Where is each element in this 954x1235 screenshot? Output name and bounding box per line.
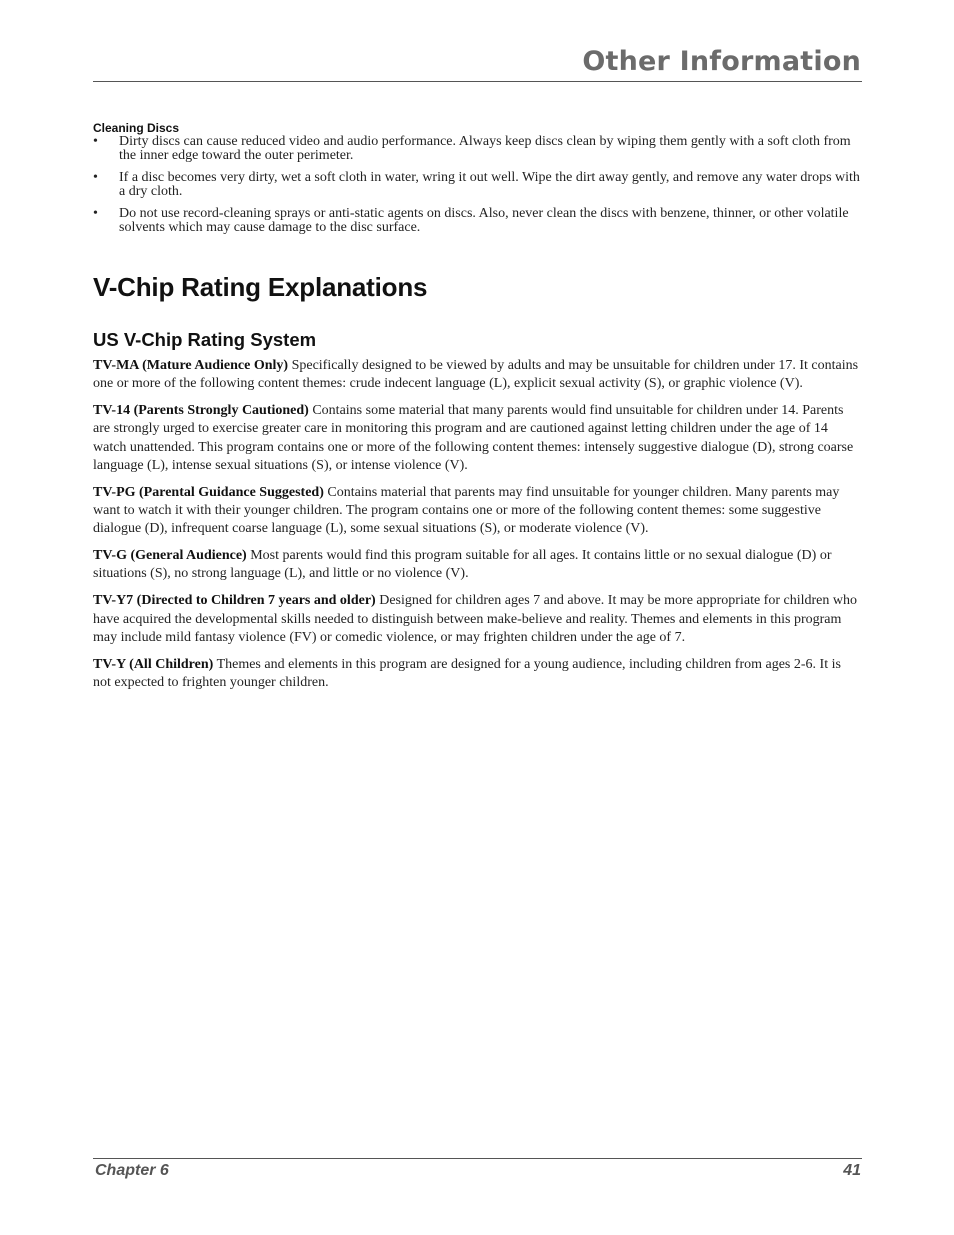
- page-content: [93, 121, 862, 701]
- cleaning-discs-heading: Cleaning Discs: [93, 121, 180, 135]
- rating-description: Contains some material that many parents would find unsuitable for children under 14. Parents are strongly urged to exercise greater care in monitoring this program and are cautioned against letting children under the age of 14 watch unattended. This program contains one or more of the following content themes: intensely suggestive dialogue (D), strong coarse language (L), intense sexual situations (S), or intense violence (V).: [93, 403, 854, 473]
- vchip-section-title: V-Chip Rating Explanations: [93, 272, 428, 302]
- rating-description: Themes and elements in this program are designed for a young audience, including children from ages 2-6. It is not expected to frighten younger children.: [93, 656, 841, 690]
- rating-term: TV-14 (Parents Strongly Cautioned): [93, 403, 309, 419]
- rating-tv-g: [93, 547, 862, 584]
- footer-chapter-label: Chapter 6: [95, 1162, 169, 1179]
- rating-term: TV-Y (All Children): [93, 656, 214, 672]
- rating-description: Specifically designed to be viewed by adults and may be unsuitable for children under 17. It contains one or more of the following content themes: crude indecent language (L), explicit sexual activity (S), or graphic violence (V).: [93, 358, 859, 392]
- rating-term: TV-Y7 (Directed to Children 7 years and older): [93, 593, 376, 609]
- bullet-glyph: •: [93, 134, 98, 149]
- rating-tv-14: [93, 402, 862, 475]
- list-item-text: Do not use record-cleaning sprays or anti-static agents on discs. Also, never clean the discs with benzene, thinner, or other volatile solvents which may cause damage to the disc surface.: [119, 206, 849, 235]
- rating-tv-ma: [93, 357, 862, 394]
- list-item: [93, 171, 862, 198]
- header-rule: [93, 81, 862, 82]
- rating-description: Designed for children ages 7 and above. It may be more appropriate for children who have acquired the developmental skills needed to distinguish between make-believe and reality. Themes and elements in this program may include mild fantasy violence (FV) or comedic violence, or may frighten children under the age of 7.: [93, 593, 857, 645]
- cleaning-bullet-list: [93, 135, 862, 234]
- list-item-text: Dirty discs can cause reduced video and audio performance. Always keep discs clean by wiping them gently with a soft cloth from the inner edge toward the outer perimeter.: [119, 134, 851, 163]
- us-vchip-subtitle: US V-Chip Rating System: [93, 329, 317, 350]
- rating-tv-y: [93, 656, 862, 693]
- rating-term: TV-G (General Audience): [93, 548, 247, 564]
- page-header-title: Other Information: [582, 46, 861, 77]
- bullet-glyph: •: [93, 170, 98, 185]
- list-item: [93, 207, 862, 234]
- rating-term: TV-PG (Parental Guidance Suggested): [93, 484, 324, 500]
- list-item: [93, 135, 862, 162]
- footer-rule: [93, 1158, 862, 1159]
- rating-description: Most parents would find this program suitable for all ages. It contains little or no sexual dialogue (D) or situations (S), no strong language (L), and little or no violence (V).: [93, 548, 832, 582]
- rating-description: Contains material that parents may find unsuitable for younger children. Many parents may want to watch it with their younger children. The program contains one or more of the following content themes: some suggestive dialogue (D), infrequent coarse language (L), some sexual situations (S), or moderate violence (V).: [93, 484, 840, 537]
- rating-term: TV-MA (Mature Audience Only): [93, 358, 289, 373]
- rating-tv-y7: [93, 592, 862, 647]
- bullet-glyph: •: [93, 206, 98, 221]
- rating-tv-pg: [93, 484, 862, 539]
- list-item-text: If a disc becomes very dirty, wet a soft cloth in water, wring it out well. Wipe the dirt away gently, and remove any water drops with a dry cloth.: [119, 170, 860, 199]
- footer-page-number: 41: [843, 1162, 861, 1179]
